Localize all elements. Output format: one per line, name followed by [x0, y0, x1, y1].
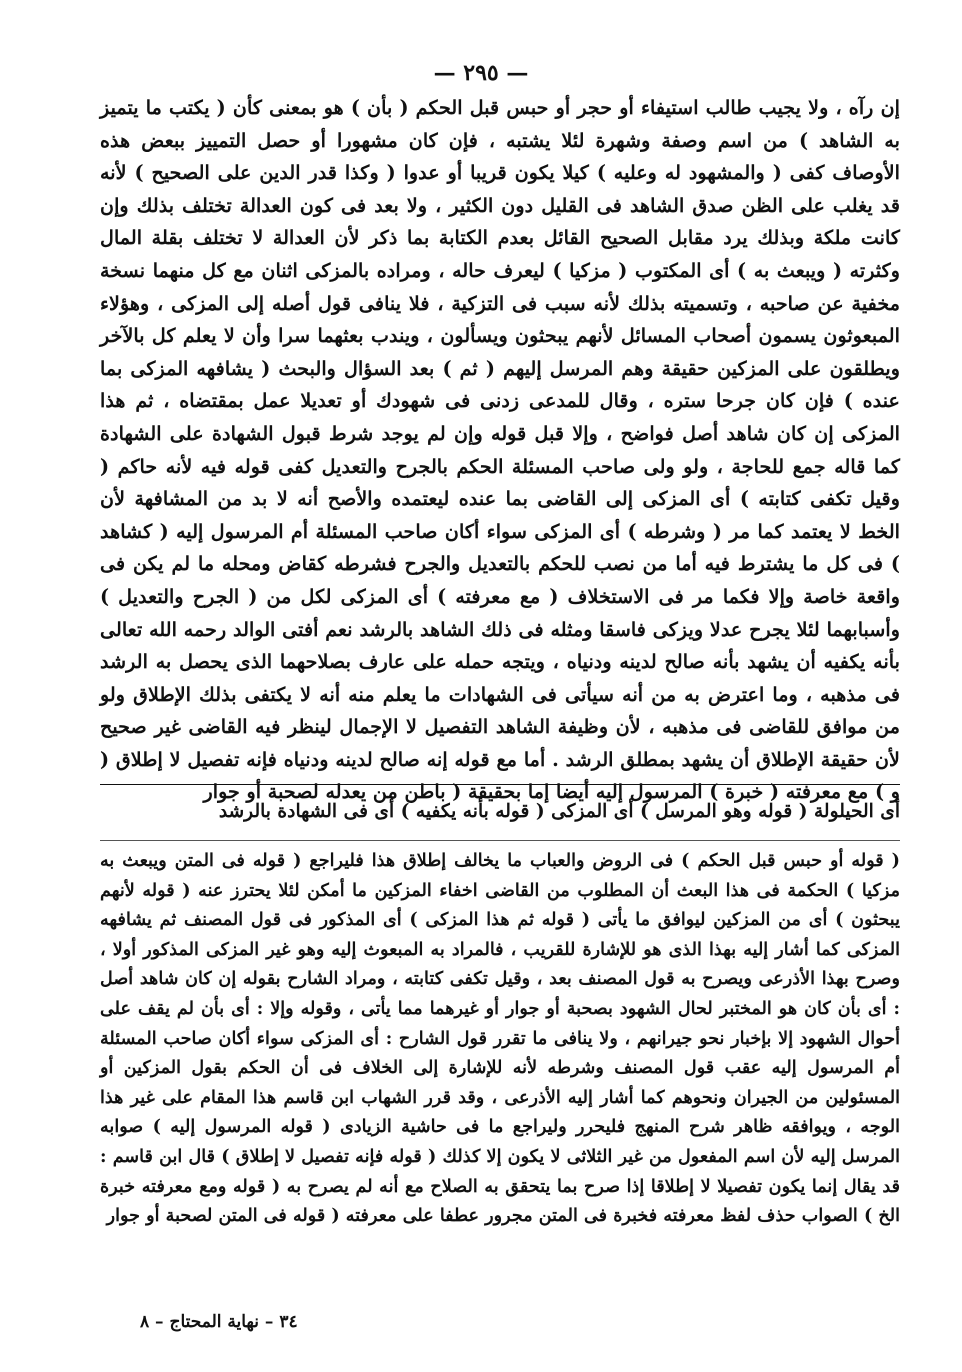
- footnote-head: أى الحيلولة ( قوله وهو المرسل ) أى المزكى ( قوله بأنه يكفيه ) أى فى الشهادة بالرشد: [218, 801, 900, 822]
- footnote-divider: [100, 784, 900, 785]
- footnote-paragraph: ( قوله أو حبس قبل الحكم ) فى الروض والعباب ما يخالف إطلاق هذا فليراجع ( قوله فى المتن ويبعث به مزكيا ) الحكمة فى هذا البعث أن المطلوب من القاضى اخفاء المزكين ما أمكن لئلا يحترز عنه ( قوله لأنهم يبحثون ) أى من المزكين ليوافق ما يأتى ( قوله ثم هذا المزكى ) أى المذكور فى قول المصنف ثم يشافهه المزكى كما أشار إليه بهذا الذى هو للإشارة للقريب ، فالمراد به المبعوث إليه وهو غير المزكى المذكور أولا ، وصرح بهذا الأذرعى ويصرح به قول المصنف بعد ، وقيل تكفى كتابته ، ومراد الشارح بقوله إن كان شاهد أصل : أى بأن كان هو المختبر لحال الشهود بصحبة أو جوار أو غيرهما مما يأتى ، وقوله وإلا : أى بأن لم يقف على أحوال الشهود إلا بإخبار نحو جيرانهم ، ولا ينافى ما تقرر قول الشارح : أى المزكى سواء أكان صاحب المسئلة أم المرسول إليه عقب قول المصنف وشرطه لأنه للإشارة إلى الخلاف فى أن الحكم بقول المزكين أو المسئولين من الجيران ونحوهم كما أشار إليه الأذرعى ، وقد قرر الشهاب ابن قاسم هذا المقام على غير هذا الوجه ، ويوافقه ظاهر شرح المنهج فليحرر وليراجع ما فى حاشية الزيادى ( قوله المرسول إليه ) صوابه المرسل إليه لأن اسم المفعول من غير الثلاثى لا يكون إلا كذلك ( قوله فإنه تفصيل لا إطلاق ) قال ابن قاسم : قد يقال إنما يكون تفصيلا لا إطلاقا إذا صرح بما يتحقق به الصلاح مع أنه لم يصرح به ( قوله ومع معرفته خبرة الخ ) الصواب حذف لفظ معرفته فخبرة فى المتن مجرور عطفا على معرفته ( قوله فى المتن لصحبة أو جوار: [100, 850, 900, 1227]
- footnote-text: [100, 846, 900, 1231]
- main-text-body: [100, 92, 900, 809]
- page-number: — ٢٩٥ —: [433, 60, 529, 86]
- page-signature: ٣٤ – نهاية المحتاج – ٨: [140, 1312, 298, 1332]
- main-paragraph: إن رآه ، ولا يجيب طالب استيفاء أو حجر أو حبس قبل الحكم ( بأن ) هو بمعنى كأن ( يكتب ما يتميز به الشاهد ) من اسم وصفة وشهرة لئلا يشتبه ، فإن كان مشهورا أو حصل التمييز ببعض هذه الأوصاف كفى ( والمشهود له وعليه ) كيلا يكون قريبا أو عدوا ( وكذا قدر الدين على الصحيح ) لأنه قد يغلب على الظن صدق الشاهد فى القليل دون الكثير ، ولا بعد فى كون العدالة تختلف بذلك وإن كانت ملكة وبذلك يرد مقابل الصحيح القائل بعدم الكتابة بما ذكر لأن العدالة لا تختلف بقلة المال وكثرته ( ويبعث به ) أى المكتوب ( مزكيا ) ليعرف حاله ، ومراده بالمزكى اثنان مع كل منهما نسخة مخفية عن صاحبه ، وتسميته بذلك لأنه سبب فى التزكية ، فلا ينافى قول أصله إلى المزكى ، وهؤلاء المبعوثون يسمون أصحاب المسائل لأنهم يبحثون ويسألون ، ويندب بعثهما سرا وأن لا يعلم كل بالآخر ويطلقون على المزكين حقيقة وهم المرسل إليهم ( ثم ) بعد السؤال والبحث ( يشافهه المزكى بما عنده ) فإن كان جرحا ستره ، وقال للمدعى زدنى فى شهودك أو تعديلا عمل بمقتضاه ، ثم هذا المزكى إن كان شاهد أصل فواضح ، وإلا قبل قوله وإن لم يوجد شرط قبول الشهادة على الشهادة كما قاله جمع للحاجة ، ولو ولى صاحب المسئلة الحكم بالجرح والتعديل كفى قوله فيه لأنه حاكم ( وقيل تكفى كتابته ) أى المزكى إلى القاضى بما عنده ليعتمده والأصح أنه لا بد من المشافهة لأن الخط لا يعتمد كما مر ( وشرطه ) أى المزكى سواء أكان صاحب المسئلة أم المرسول إليه ( كشاهد ) فى كل ما يشترط فيه أما من نصب للحكم بالتعديل والجرح فشرطه كقاض ومحله ما لم يكن فى واقعة خاصة وإلا فكما مر فى الاستخلاف ( مع معرفته ) أى المزكى لكل من ( الجرح والتعديل ) وأسبابهما لئلا يجرح عدلا ويزكى فاسقا ومثله فى ذلك الشاهد بالرشد نعم أفتى الوالد رحمه الله تعالى بأنه يكفيه أن يشهد بأنه صالح لدينه ودنياه ، ويتجه حمله على عارف بصلاحهما الذى يحصل به الرشد فى مذهبه ، وما اعترض به من أنه سيأتى فى الشهادات ما يعلم منه أنه لا يكتفى بذلك الإطلاق ولو من موافق للقاضى فى مذهبه ، لأن وظيفة الشاهد التفصيل لا الإجمال لينظر فيه القاضى غير صحيح لأن حقيقة الإطلاق أن يشهد بمطلق الرشد . أما مع قوله إنه صالح لدينه ودنياه فإنه تفصيل لا إطلاق ( و ) مع معرفته ( خبرة ) المرسول إليه أيضا إما بحقيقة ( باطن من يعدله لصحبة أو جوار: [100, 96, 900, 804]
- footnote-rule: [100, 840, 900, 841]
